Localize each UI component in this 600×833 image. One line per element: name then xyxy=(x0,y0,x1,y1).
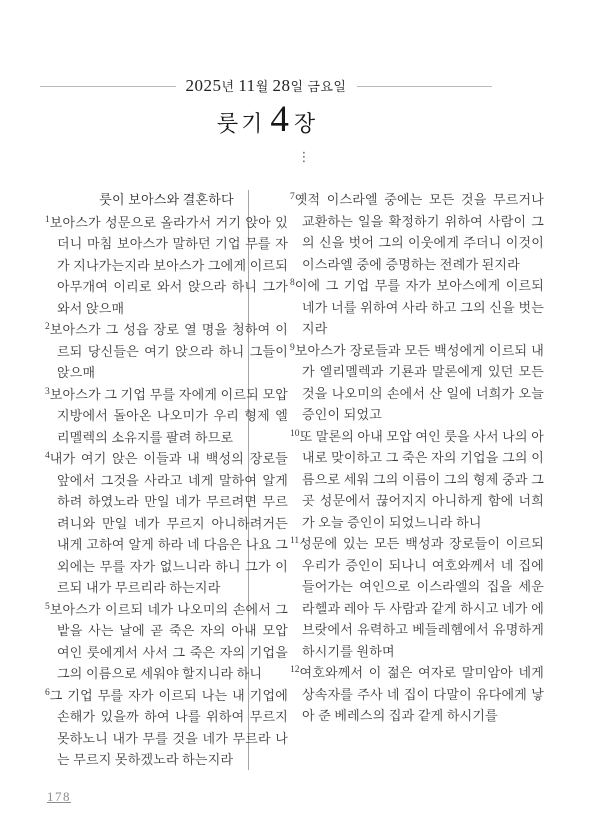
column-right xyxy=(290,189,544,727)
verse-7: $^7$옛적 이스라엘 중에는 모든 것을 무르거나 교환하는 일을 확정하기 위하여 사람이 그의 신을 벗어 그의 이웃에게 주더니 이것이 이스라엘 중에 증명하는 전례가 된지라 xyxy=(290,192,544,272)
verse-number: 8 xyxy=(290,278,295,288)
verse-9: $^9$보아스가 장로들과 모든 백성에게 이르되 내가 엘리멜렉과 기룐과 말론에게 있던 모든 것을 나오미의 손에서 산 일에 너희가 오늘 증인이 되었고 xyxy=(290,342,544,422)
header-rule-left xyxy=(40,86,176,87)
verse-number: 1 xyxy=(45,214,50,225)
verse-number: 11 xyxy=(290,536,300,546)
verse-number: 5 xyxy=(45,601,50,612)
page-number-link[interactable]: 178 xyxy=(47,789,71,804)
verse-number: 4 xyxy=(45,451,50,461)
verse-8: $^8$이에 그 기업 무를 자가 보아스에게 이르되 네가 너를 위하여 사라 하고 그의 신을 벗는지라 xyxy=(290,278,544,336)
verse-5: $^5$보아스가 이르되 네가 나오미의 손에서 그 밭을 사는 날에 곧 죽은 자의 아내 모압 여인 룻에게서 사서 그 죽은 자의 기업을 그의 이름으로 세워야 할지니라 하니 xyxy=(45,601,288,681)
title-chapter-suffix: 장 xyxy=(293,111,316,136)
page-title xyxy=(40,97,492,145)
date-segment: 년 xyxy=(221,79,239,94)
verse-number: 2 xyxy=(45,322,50,332)
header-rule-right xyxy=(357,86,493,87)
vertical-ellipsis-icon: ⋮ xyxy=(297,150,311,165)
verse-1: $^1$보아스가 성문으로 올라가서 거기 앉아 있더니 마침 보아스가 말하던 기업 무를 자가 지나가는지라 보아스가 그에게 이르되 아무개여 이리로 와서 앉으라 하니 그가 와서 앉으매 xyxy=(45,214,288,316)
verse-number: 9 xyxy=(290,342,295,353)
verse-12: $^{12}$여호와께서 이 젊은 여자로 말미암아 네게 상속자를 주사 네 집이 다말이 유다에게 낳아 준 베레스의 집과 같게 하시기를 xyxy=(290,665,544,723)
verse-number: 12 xyxy=(290,665,300,675)
verse-11: $^{11}$성문에 있는 모든 백성과 장로들이 이르되 우리가 증인이 되나니 여호와께서 네 집에 들어가는 여인으로 이스라엘의 집을 세운 라헬과 레아 두 사람과 같게 하시고 네가 에브랏에서 유력하고 베들레헴에서 유명하게 하시기를 원하며 xyxy=(290,536,544,659)
title-chapter-number: 4 xyxy=(270,99,289,140)
date-segment: 28 xyxy=(272,76,291,95)
verse-4: $^4$내가 여기 앉은 이들과 내 백성의 장로들 앞에서 그것을 사라고 네게 말하여 알게 하려 하였노라 만일 네가 무르려면 무르려니와 만일 네가 무르지 아니하려거든 내게 고하여 알게 하라 네 다음은 나요 그 외에는 무를 자가 없느니라 하니 그가 이르되 내가 무르리라 하는지라 xyxy=(45,451,288,595)
verse-10: $^{10}$또 말론의 아내 모압 여인 룻을 사서 나의 아내로 맞이하고 그 죽은 자의 기업을 그의 이름으로 세워 그의 이름이 그의 형제 중과 그 곳 성문에서 끊어지지 아니하게 함에 너희가 오늘 증인이 되었느니라 하니 xyxy=(290,428,544,530)
verse-2: $^2$보아스가 그 성읍 장로 열 명을 청하여 이르되 당신들은 여기 앉으라 하니 그들이 앉으매 xyxy=(45,322,288,380)
header-date xyxy=(176,76,357,97)
verse-6: $^6$그 기업 무를 자가 이르되 나는 내 기업에 손해가 있을까 하여 나를 위하여 무르지 못하노니 내가 무를 것을 네가 무르라 나는 무르지 못하겠노라 하는지라 xyxy=(45,687,288,767)
date-segment: 월 xyxy=(255,79,273,94)
column-left xyxy=(45,189,288,771)
verse-number: 7 xyxy=(290,192,295,202)
date-segment: 2025 xyxy=(185,76,222,95)
title-book-name: 룻기 xyxy=(216,111,266,136)
verse-number: 6 xyxy=(45,687,50,698)
date-header xyxy=(40,76,492,97)
section-heading: 룻이 보아스와 결혼하다 xyxy=(99,192,234,207)
date-segment: 11 xyxy=(238,76,256,95)
verse-number: 10 xyxy=(290,428,300,439)
date-segment: 금요일 xyxy=(307,79,347,94)
date-segment: 일 xyxy=(290,79,308,94)
verse-3: $^3$보아스가 그 기업 무를 자에게 이르되 모압 지방에서 돌아온 나오미가 우리 형제 엘리멜렉의 소유지를 팔려 하므로 xyxy=(45,386,288,445)
verse-number: 3 xyxy=(45,386,50,397)
